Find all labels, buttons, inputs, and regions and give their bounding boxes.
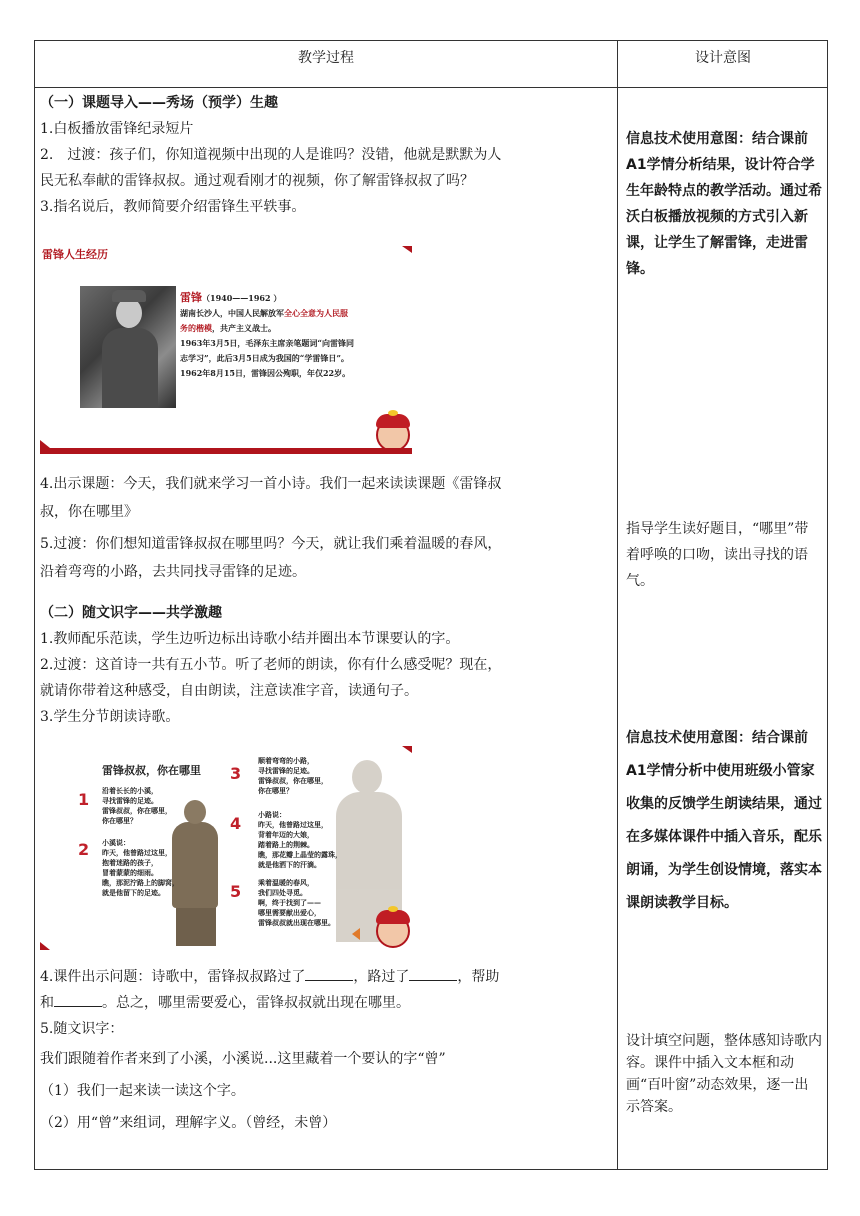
stanza-number-4: 4 <box>230 814 242 833</box>
section2-line7: （1）我们一起来读一读这个字。 <box>40 1083 245 1099</box>
section1-line5b: 沿着弯弯的小路，去共同找寻雷锋的足迹。 <box>40 564 306 580</box>
corner-triangle <box>40 942 50 950</box>
corner-triangle <box>40 440 50 448</box>
section1-title: （一）课题导入——秀场（预学）生趣 <box>40 95 278 111</box>
section1-line2b: 民无私奉献的雷锋叔叔。通过观看刚才的视频，你了解雷锋叔叔了吗？ <box>40 173 474 189</box>
slide1-line5: 1962年8月15日，雷锋因公殉职，年仅22岁。 <box>180 368 351 378</box>
mascot-icon <box>376 418 410 452</box>
section2-line6: 我们跟随着作者来到了小溪，小溪说...这里藏着一个要认的字“曾” <box>40 1051 446 1067</box>
intent-paragraph-2: 指导学生读好题目，“哪里”带着呼唤的口吻，读出寻找的语气。 <box>626 521 809 589</box>
slide1-title: 雷锋人生经历 <box>42 248 108 261</box>
section1b-block <box>40 470 612 586</box>
question-part-b: ，路过了 <box>353 969 410 985</box>
slide1-line1: 湖南长沙人，中国人民解放军 <box>180 308 284 318</box>
section1-line1: 1.白板播放雷锋纪录短片 <box>40 121 194 137</box>
question-part-e: 。总之，哪里需要爱心，雷锋叔叔就出现在哪里。 <box>102 995 410 1011</box>
question-part-d: 和 <box>40 995 54 1011</box>
question-line1 <box>40 964 612 990</box>
leifeng-photo <box>80 286 176 408</box>
fill-blank <box>409 966 457 981</box>
stanza-number-5: 5 <box>230 882 242 901</box>
question-line2 <box>40 990 612 1016</box>
corner-triangle <box>402 246 412 253</box>
stanza-4: 小路说： 昨天，他曾路过这里， 背着年迈的大娘， 踏着路上的荆棘。 瞧，那花瓣上晶莹的露珠， 就是他洒下的汗滴。 <box>258 810 342 869</box>
stanza-2: 小溪说： 昨天，他曾路过这里， 抱着迷路的孩子， 冒着蒙蒙的细雨。 瞧，那泥泞路上的脚窝， 就是他留下的足迹。 <box>102 838 179 897</box>
stanza-number-3: 3 <box>230 764 242 783</box>
intent-paragraph-4: 设计填空问题，整体感知诗歌内容。课件中插入文本框和动画“百叶窗”动态效果，逐一出示答案。 <box>626 1033 822 1115</box>
speaker-icon[interactable] <box>352 928 360 940</box>
section2-line1: 1.教师配乐范读，学生边听边标出诗歌小结并圈出本节课要认的字。 <box>40 631 460 647</box>
poem-slide <box>40 744 412 950</box>
stanza-1: 沿着长长的小溪， 寻找雷锋的足迹。 雷锋叔叔，你在哪里， 你在哪里？ <box>102 786 172 825</box>
section1-line4a: 4.出示课题：今天，我们就来学习一首小诗。我们一起来读读课题《雷锋叔 <box>40 476 502 492</box>
slide1-info <box>180 290 410 381</box>
section2b-block <box>40 964 612 1136</box>
slide1-name: 雷锋 <box>180 291 202 304</box>
slide1-bottom-bar <box>40 448 412 454</box>
slide1-line3: 1963年3月5日，毛泽东主席亲笔题词“向雷锋同 <box>180 338 354 348</box>
section1-line5a: 5.过渡：你们想知道雷锋叔叔在哪里吗？今天，就让我们乘着温暖的春风， <box>40 536 502 552</box>
section2-line5: 5.随文识字： <box>40 1021 124 1037</box>
section2-title: （二）随文识字——共学激趣 <box>40 605 222 621</box>
slide1-line1-red: 全心全意为人民服 <box>284 308 348 318</box>
section1-block <box>40 92 612 218</box>
header-design-intent: 设计意图 <box>695 50 751 66</box>
stanza-number-1: 1 <box>78 790 90 809</box>
leifeng-biography-slide <box>40 244 412 454</box>
intent-paragraph-3: 信息技术使用意图：结合课前A1学情分析中使用班级小管家收集的反馈学生朗读结果，通过在多媒体课件中插入音乐，配乐朗诵，为学生创设情境，落实本课朗读教学目标。 <box>626 730 822 911</box>
fill-blank <box>305 966 353 981</box>
section1-line3: 3.指名说后，教师简要介绍雷锋生平轶事。 <box>40 199 306 215</box>
fill-blank <box>54 992 102 1007</box>
slide1-line2: ，共产主义战士。 <box>212 323 276 333</box>
slide1-line2-red: 务的楷模 <box>180 323 212 333</box>
section1-line2a: 2. 过渡：孩子们，你知道视频中出现的人是谁吗？没错，他就是默默为人 <box>40 147 502 163</box>
intent-paragraph-1: 信息技术使用意图：结合课前A1学情分析结果，设计符合学生年龄特点的教学活动。通过希沃白板播放视频的方式引入新课，让学生了解雷锋，走进雷锋。 <box>626 131 822 277</box>
column-divider <box>617 41 618 1169</box>
mascot-icon <box>376 914 410 948</box>
header-divider <box>35 87 827 88</box>
section2-line2a: 2.过渡：这首诗一共有五小节。听了老师的朗读，你有什么感受呢？现在， <box>40 657 502 673</box>
slide1-line4: 志学习”，此后3月5日成为我国的“学雷锋日”。 <box>180 353 349 363</box>
stanza-5: 乘着温暖的春风， 我们四处寻觅。 啊，终于找到了—— 哪里需要献出爱心， 雷锋叔叔就出现在哪里。 <box>258 878 335 927</box>
header-teaching-process: 教学过程 <box>298 50 354 66</box>
question-part-a: 4.课件出示问题：诗歌中，雷锋叔叔路过了 <box>40 969 306 985</box>
section2-line3: 3.学生分节朗读诗歌。 <box>40 709 180 725</box>
section2-line2b: 就请你带着这种感受，自由朗读，注意读准字音，读通句子。 <box>40 683 418 699</box>
poem-title: 雷锋叔叔，你在哪里 <box>102 764 201 777</box>
question-part-c: ，帮助 <box>457 969 500 985</box>
stanza-number-2: 2 <box>78 840 90 859</box>
section2-block <box>40 600 612 730</box>
section2-line8: （2）用“曾”来组词，理解字义。（曾经，未曾） <box>40 1115 337 1131</box>
stanza-3: 顺着弯弯的小路， 寻找雷锋的足迹。 雷锋叔叔，你在哪里， 你在哪里？ <box>258 756 328 795</box>
slide1-years: （1940——1962 ） <box>202 293 282 303</box>
section1-line4b: 叔，你在哪里》 <box>40 504 138 520</box>
